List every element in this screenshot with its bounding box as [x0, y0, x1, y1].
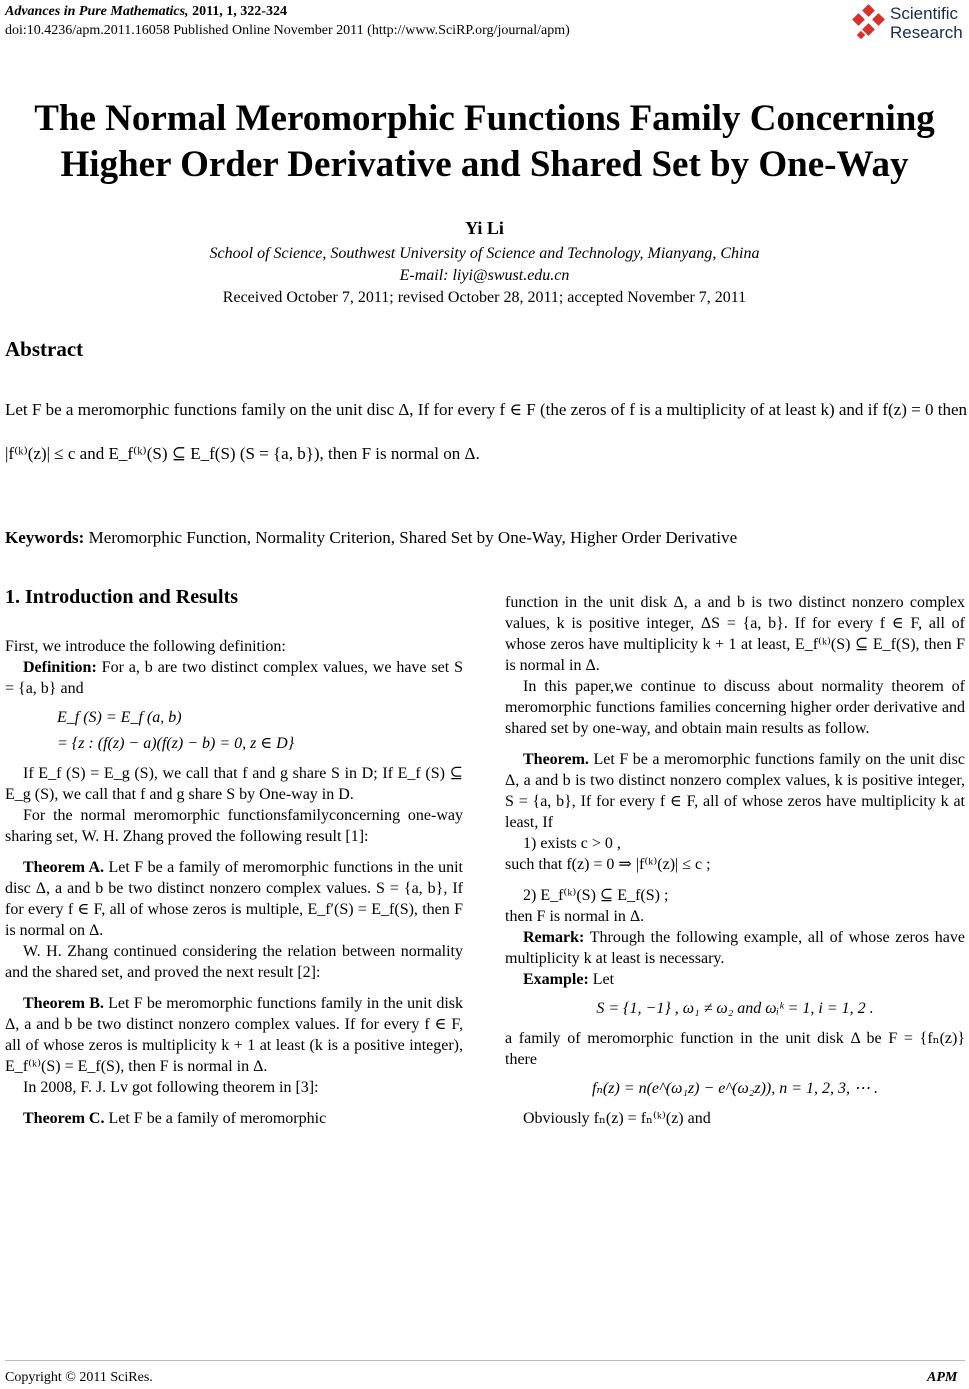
- lv-paragraph: In 2008, F. J. Lv got following theorem in [3]:: [23, 1079, 319, 1096]
- email: E-mail: liyi@swust.edu.cn: [399, 267, 570, 284]
- theorem-b: Theorem B. Let F be meromorphic functions family in the unit disk Δ, a and b be two distinct nonzero complex values. If for every f ∈ F, all of whose zeros is multiplicity k + 1 at least (k is a positive integer), E_f⁽ᵏ⁾(S) = E_f(S), then F is normal in Δ.: [5, 995, 463, 1075]
- conclusion: then F is normal in Δ.: [505, 908, 645, 925]
- definition-equation: E_f (S) = E_f (a, b) = {z : (f(z) − a)(f(z) − b) = 0, z ∈ D}: [57, 709, 295, 752]
- section-heading: 1. Introduction and Results: [5, 586, 239, 608]
- family-paragraph: a family of meromorphic function in the unit disk Δ be F = {fₙ(z)} there: [505, 1030, 965, 1068]
- share-definition: If E_f (S) = E_g (S), we call that f and g share S in D; If E_f (S) ⊆ E_g (S), we call that f and g share S by One-way in D.: [5, 765, 463, 803]
- condition-2: 2) E_f⁽ᵏ⁾(S) ⊆ E_f(S) ;: [523, 887, 669, 904]
- theorem-a: Theorem A. Let F be a family of meromorphic functions in the unit disc Δ, a and b be two distinct nonzero complex values. S = {a, b}, If for every f ∈ F, all of whose zeros is multiple, E_f′(S) = E_f(S), then F is normal on Δ.: [5, 859, 463, 939]
- logo-text: Scientific Research: [890, 4, 963, 42]
- theorem-c-continued: function in the unit disk Δ, a and b is two distinct nonzero complex values, k is positive integer, ΔS = {a, b}. If for every f ∈ F, all of whose zeros have multiplicity k + 1 at least, E_f⁽ᵏ⁾(S) ⊆ E_f(S), then F is normal in Δ.: [505, 594, 965, 674]
- abstract-text: Let F be a meromorphic functions family on the unit disc Δ, If for every f ∈ F (the zeros of f is a multiplicity of at least k) and if f(z) = 0 then |f⁽ᵏ⁾(z)| ≤ c and E_f⁽ᵏ⁾(S) ⊆ E_f(S) (S = {a, b}), then F is normal on Δ.: [5, 400, 967, 463]
- affiliation: School of Science, Southwest University of Science and Technology, Mianyang, China: [209, 245, 760, 262]
- left-column: [5, 636, 463, 1129]
- abstract-heading: Abstract: [5, 337, 84, 361]
- main-theorem: Theorem. Let F be a meromorphic functions family on the unit disc Δ, a and b is two distinct nonzero complex values, k is positive integer, S = {a, b}, If for every f ∈ F, all of whose zeros have multiplicity k at least, If: [505, 751, 965, 831]
- family-equation: fₙ(z) = n(e^(ω₁z) − e^(ω₂z)), n = 1, 2, 3, ⋯ .: [591, 1080, 879, 1097]
- example: Example: Let: [523, 971, 615, 988]
- theorem-c: Theorem C. Let F be a family of meromorphic: [23, 1110, 327, 1127]
- publisher-logo: [850, 4, 966, 44]
- condition-1: 1) exists c > 0 ,: [523, 835, 621, 852]
- example-equation: S = {1, −1} , ω₁ ≠ ω₂ and ωᵢᵏ = 1, i = 1, 2 .: [596, 1000, 874, 1017]
- definition: Definition: For a, b are two distinct complex values, we have set S = {a, b} and: [5, 659, 463, 697]
- keywords-label: Keywords:: [5, 528, 85, 547]
- dates: Received October 7, 2011; revised October 28, 2011; accepted November 7, 2011: [222, 289, 747, 306]
- zhang-paragraph: For the normal meromorphic functionsfamilyconcerning one-way sharing set, W. H. Zhang proved the following result [1]:: [5, 807, 463, 845]
- author: Yi Li: [465, 218, 504, 238]
- journal-name: Advances in Pure Mathematics,: [5, 4, 189, 19]
- keywords-text: Meromorphic Function, Normality Criterion, Shared Set by One-Way, Higher Order Derivative: [84, 528, 738, 547]
- paper-goal-paragraph: In this paper,we continue to discuss about normality theorem of meromorphic functions families concerning higher order derivative and shared set by one-way, and obtain main results as follow.: [505, 678, 965, 737]
- remark: Remark: Through the following example, all of whose zeros have multiplicity k at least is necessary.: [505, 929, 965, 967]
- keywords: [5, 528, 967, 548]
- intro-paragraph: First, we introduce the following definition:: [5, 638, 286, 655]
- journal-header: [5, 4, 287, 20]
- right-column: [505, 592, 965, 1129]
- paper-title: The Normal Meromorphic Functions Family Concerning Higher Order Derivative and Shared Set by One-Way: [34, 98, 935, 185]
- condition-1-detail: such that f(z) = 0 ⇒ |f⁽ᵏ⁾(z)| ≤ c ;: [505, 856, 711, 873]
- journal-abbreviation: APM: [927, 1370, 958, 1385]
- continuation-paragraph: W. H. Zhang continued considering the relation between normality and the shared set, and proved the next result [2]:: [5, 943, 463, 981]
- journal-volume: 2011, 1, 322-324: [188, 4, 287, 19]
- footer-divider: [5, 1360, 965, 1361]
- obviously-line: Obviously fₙ(z) = fₙ⁽ᵏ⁾(z) and: [523, 1110, 711, 1127]
- doi-line: doi:10.4236/apm.2011.16058 Published Online November 2011 (http://www.SciRP.org/journal/apm): [5, 23, 570, 38]
- logo-icon: [850, 4, 886, 42]
- copyright: Copyright © 2011 SciRes.: [5, 1370, 153, 1385]
